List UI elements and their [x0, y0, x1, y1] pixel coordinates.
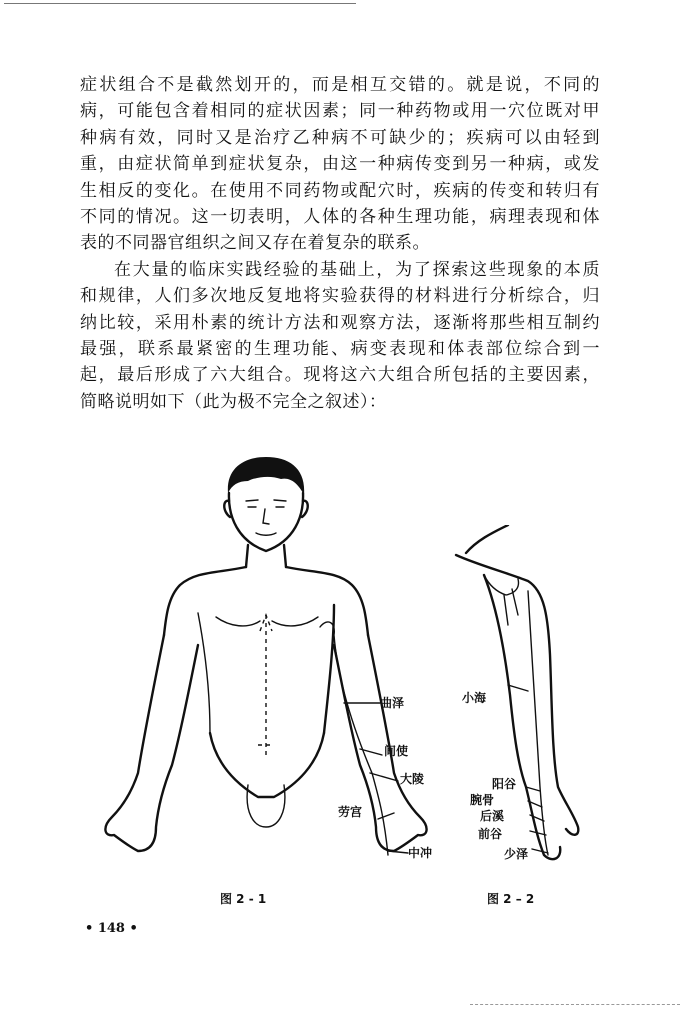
- text-line: 和规律，人们多次地反复地将实验获得的材料进行分析综合，归: [80, 286, 600, 307]
- text-line: 最强，联系最紧密的生理功能、病变表现和体表部位综合到一: [80, 338, 600, 359]
- front-body-illustration: [98, 455, 446, 865]
- text-line: 症状组合不是截然划开的，而是相互交错的。就是说，不同的: [80, 75, 600, 95]
- acupoint-label-yanggu: 阳谷: [492, 777, 517, 791]
- acupoint-label-wangu: 腕骨: [470, 793, 495, 807]
- acupoint-label-jianshi: 间使: [384, 744, 409, 758]
- acupoint-label-zhongchong: 中冲: [408, 846, 433, 860]
- figure-2-2: [448, 525, 596, 865]
- figure-2-1: [98, 455, 446, 865]
- text-line: 纳比较，采用朴素的统计方法和观察方法，逐渐将那些相互制约: [80, 312, 600, 333]
- figure-caption-2-1: 图 2 - 1: [220, 892, 267, 906]
- text-line: 不同的情况。这一切表明，人体的各种生理功能，病理表现和体: [80, 206, 600, 227]
- bottom-rule: [470, 1004, 680, 1005]
- acupoint-label-qiangu: 前谷: [478, 827, 503, 841]
- body-text: [80, 72, 600, 415]
- acupoint-label-xiaohai: 小海: [462, 691, 487, 705]
- acupoint-label-daling: 大陵: [400, 772, 425, 786]
- text-line: 病，可能包含着相同的症状因素；同一种药物或用一穴位既对甲: [80, 101, 600, 122]
- acupoint-label-quze: 曲泽: [380, 696, 405, 710]
- top-rule: [4, 3, 356, 4]
- page-number: • 148 •: [85, 921, 138, 936]
- text-line: 表的不同器官组织之间又存在着复杂的联系。: [80, 233, 430, 254]
- acupoint-label-houxi: 后溪: [480, 809, 505, 823]
- text-line: 重，由症状简单到症状复杂，由这一种病传变到另一种病，或发: [80, 154, 600, 175]
- acupoint-label-laogong: 劳宫: [338, 805, 363, 819]
- text-line: 种病有效，同时又是治疗乙种病不可缺少的；疾病可以由轻到: [80, 127, 600, 148]
- acupoint-label-shaoze: 少泽: [504, 847, 529, 861]
- text-line: 生相反的变化。在使用不同药物或配穴时，疾病的传变和转归有: [80, 180, 600, 201]
- text-line: 在大量的临床实践经验的基础上，为了探索这些现象的本质: [114, 259, 600, 280]
- text-line: 起，最后形成了六大组合。现将这六大组合所包括的主要因素，: [80, 365, 600, 386]
- figure-caption-2-2: 图 2 – 2: [487, 892, 535, 906]
- text-line: 简略说明如下（此为极不完全之叙述）：: [80, 391, 387, 412]
